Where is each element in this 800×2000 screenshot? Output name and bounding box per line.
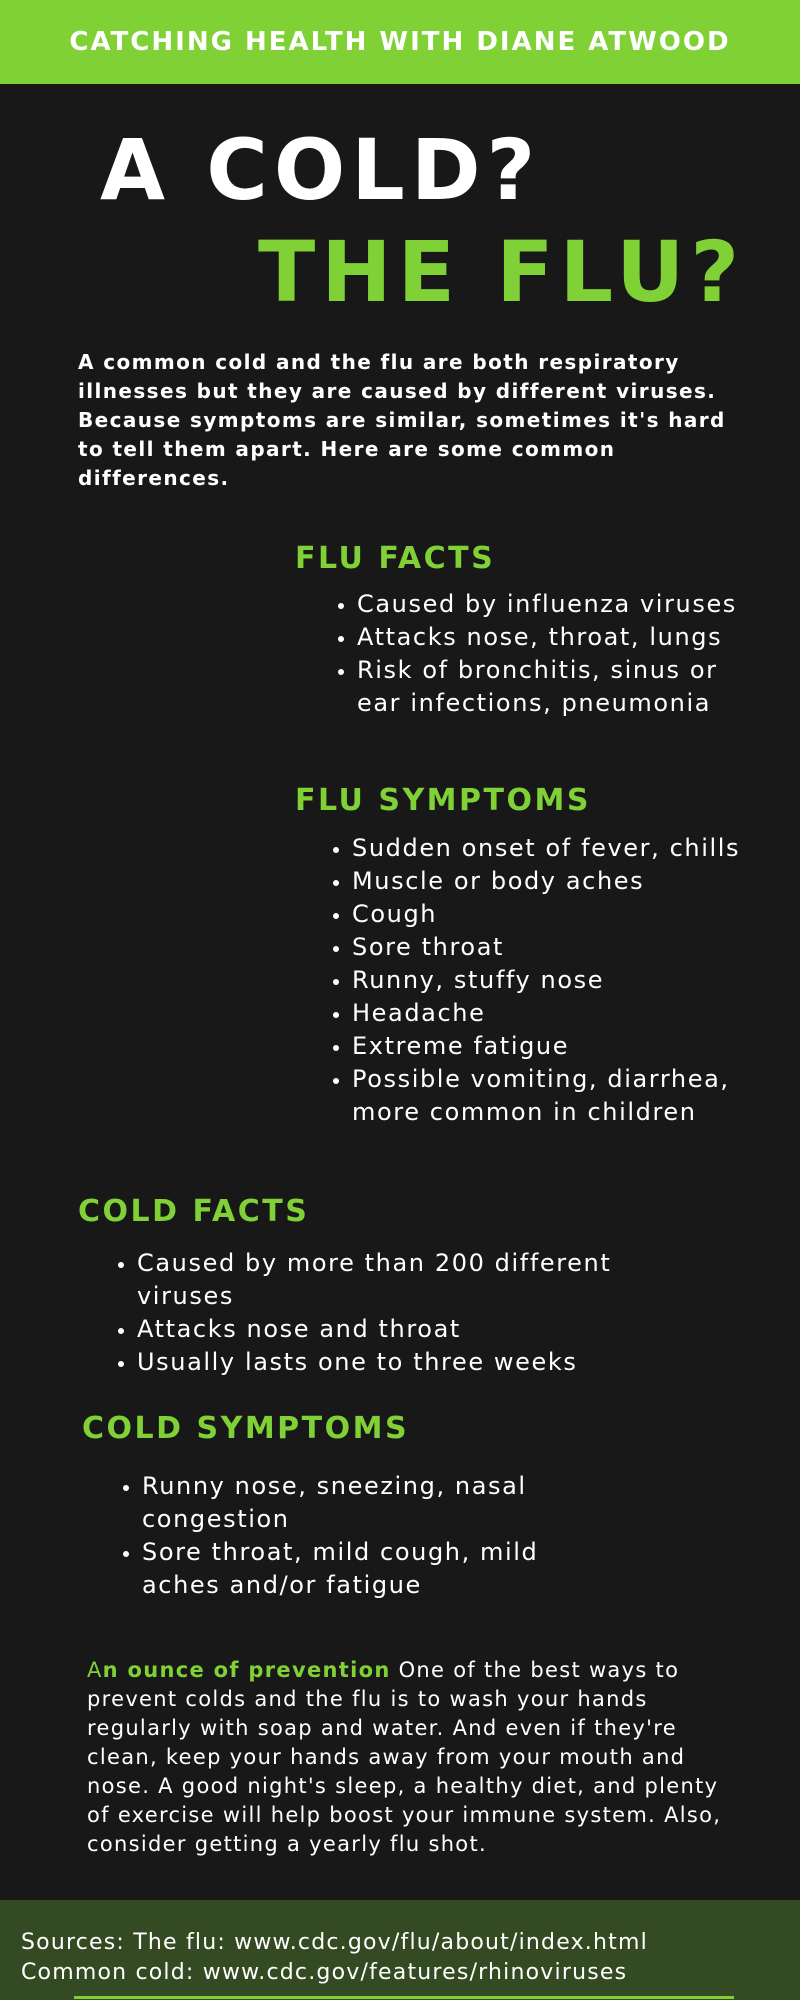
cold-facts-heading: COLD FACTS bbox=[78, 1194, 310, 1229]
flu-facts-heading: FLU FACTS bbox=[295, 541, 496, 576]
footer-source-cold: Common cold: www.cdc.gov/features/rhinoviruses bbox=[21, 1960, 628, 1985]
list-item: • Extreme fatigue bbox=[352, 1030, 792, 1063]
list-item: • Risk of bronchitis, sinus or ear infections, pneumonia bbox=[357, 654, 767, 720]
prevention-lead: n ounce of prevention bbox=[102, 1658, 391, 1682]
prevention-lead-initial: A bbox=[87, 1658, 103, 1682]
cold-symptoms-list bbox=[112, 1470, 582, 1602]
intro-paragraph: A common cold and the flu are both respiratory illnesses but they are caused by different viruses. Because symptoms are similar, sometimes it's hard to tell them apart. Here are some common differences. bbox=[78, 350, 726, 490]
list-item: • Sudden onset of fever, chills bbox=[352, 832, 792, 865]
cold-symptoms-heading: COLD SYMPTOMS bbox=[82, 1411, 410, 1446]
list-item: • Sore throat, mild cough, mild aches and/or fatigue bbox=[142, 1536, 582, 1602]
list-item: • Headache bbox=[352, 997, 792, 1030]
footer-source-flu: Sources: The flu: www.cdc.gov/flu/about/index.html bbox=[21, 1930, 648, 1955]
flu-symptoms-heading: FLU SYMPTOMS bbox=[295, 783, 591, 818]
flu-symptoms-list bbox=[322, 832, 792, 1129]
cold-facts-list bbox=[107, 1247, 617, 1379]
list-item: • Muscle or body aches bbox=[352, 865, 792, 898]
list-item: • Attacks nose, throat, lungs bbox=[357, 621, 767, 654]
prevention-paragraph bbox=[87, 1656, 737, 1859]
list-item: • Usually lasts one to three weeks bbox=[137, 1346, 617, 1379]
flu-facts-list bbox=[327, 588, 767, 720]
header-title: CATCHING HEALTH WITH DIANE ATWOOD bbox=[69, 27, 731, 57]
list-item: • Caused by influenza viruses bbox=[357, 588, 767, 621]
list-item: • Sore throat bbox=[352, 931, 792, 964]
list-item: • Cough bbox=[352, 898, 792, 931]
list-item: • Runny nose, sneezing, nasal congestion bbox=[142, 1470, 582, 1536]
page-title-line-2: THE FLU? bbox=[258, 223, 746, 321]
header-bar bbox=[0, 0, 800, 84]
footer-divider bbox=[74, 1996, 734, 1999]
footer bbox=[0, 1900, 800, 2000]
list-item: • Attacks nose and throat bbox=[137, 1313, 617, 1346]
page-title-line-1: A COLD? bbox=[100, 121, 542, 219]
list-item: • Possible vomiting, diarrhea, more common in children bbox=[352, 1063, 792, 1129]
list-item: • Caused by more than 200 different viruses bbox=[137, 1247, 617, 1313]
list-item: • Runny, stuffy nose bbox=[352, 964, 792, 997]
prevention-body: One of the best ways to prevent colds and the flu is to wash your hands regularly with soap and water. And even if they're clean, keep your hands away from your mouth and nose. A good night's sleep, a healthy diet, and plenty of exercise will help boost your immune system. Also, consider getting a yearly flu shot. bbox=[87, 1658, 722, 1856]
